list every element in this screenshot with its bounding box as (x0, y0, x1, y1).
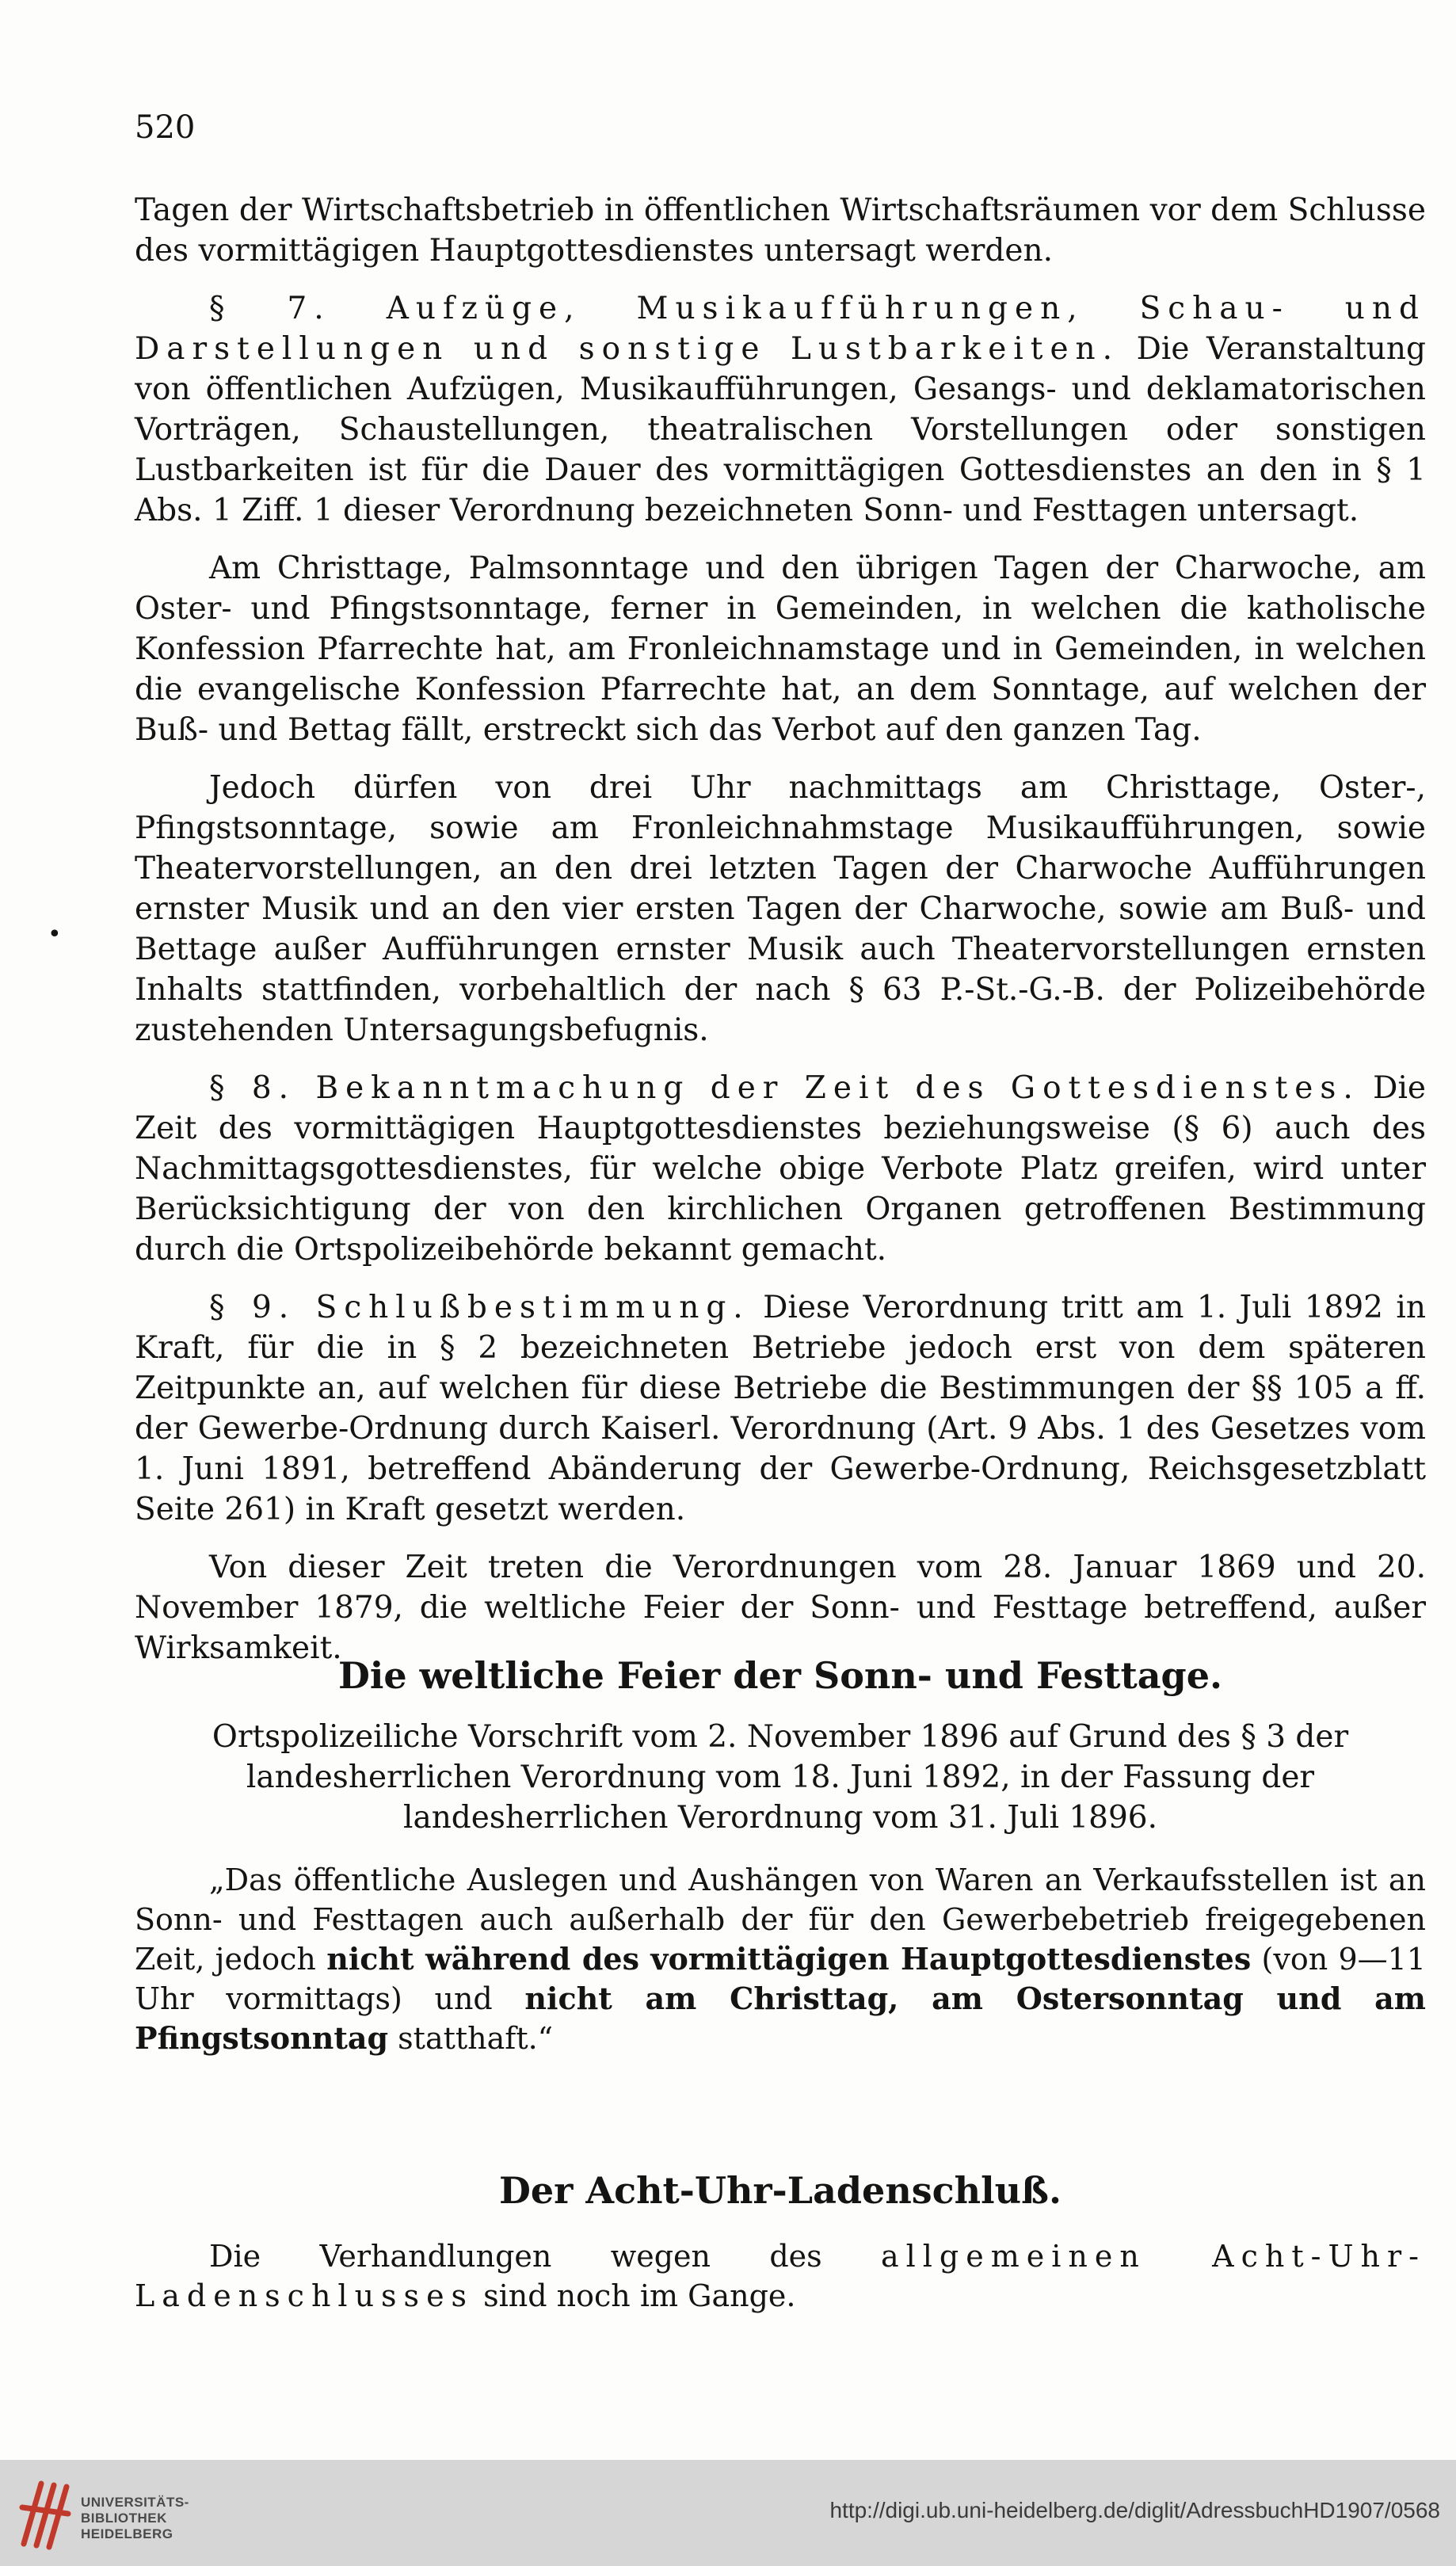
footer-bar (0, 2460, 1456, 2566)
source-url-link[interactable]: http://digi.ub.uni-heidelberg.de/diglit/AdressbuchHD1907/0568 (829, 2498, 1440, 2522)
section-weltliche-feier (135, 1652, 1426, 2058)
quote-part-c: (von 9—11 Uhr vormittags) und (135, 1942, 1426, 2016)
ladenschluss-spaced: allgemeinen Acht-Uhr-Ladenschlusses (135, 2239, 1426, 2313)
section-ladenschluss (135, 2167, 1426, 2316)
section-title-ladenschluss: Der Acht-Uhr-Ladenschluß. (498, 2169, 1062, 2212)
margin-bullet: • (48, 921, 62, 948)
ladenschluss-part-a: Die Verhandlungen wegen des (209, 2239, 881, 2274)
library-name-line-1: UNIVERSITÄTS- (81, 2495, 189, 2510)
ladenschluss-part-c: sind noch im Gange. (474, 2278, 796, 2313)
section-9-heading: § 9. Schlußbestimmung. (209, 1290, 750, 1325)
paragraph-section-7 (135, 288, 1426, 531)
section-8-body: Die Zeit des vormittägigen Hauptgottesdienstes beziehungsweise (§ 6) auch des Nachmittagsgottesdienstes, für welche obige Verbote Platz greifen, wird unter Berücksichtigung der von den kirchlichen Organen getroffenen Bestimmung durch die Ortspolizeibehörde bekannt gemacht. (135, 1070, 1427, 1268)
paragraph-section-8 (135, 1068, 1426, 1270)
section-7-body: Die Veranstaltung von öffentlichen Aufzügen, Musikaufführungen, Gesangs- und deklamatorischen Vorträgen, Schaustellungen, theatralischen Vorstellungen oder sonstigen Lustbarkeiten ist für die Dauer des vormittägigen Gottesdienstes an den in § 1 Abs. 1 Ziff. 1 dieser Verordnung bezeichneten Sonn- und Festtagen untersagt. (135, 331, 1427, 528)
library-name-line-3: HEIDELBERG (81, 2526, 173, 2541)
heidelberg-library-logo-icon (17, 2476, 73, 2550)
section-9-body: Diese Verordnung tritt am 1. Juli 1892 in Kraft, für die in § 2 bezeichneten Betriebe jedoch erst von dem späteren Zeitpunkte an, auf welchen für diese Betriebe die Bestimmungen der §§ 105 a ff. der Gewerbe-Ordnung durch Kaiserl. Verordnung (Art. 9 Abs. 1 des Gesetzes vom 1. Juni 1891, betreffend Abänderung der Gewerbe-Ordnung, Reichsgesetzblatt Seite 261) in Kraft gesetzt werden. (135, 1290, 1426, 1527)
library-name-line-2: BIBLIOTHEK (81, 2511, 167, 2526)
quote-part-a: „Das öffentliche Auslegen und Aushängen von Waren an Verkaufsstellen ist an Sonn- und Festtagen auch außerhalb der für den Gewerbebetrieb freigegebenen Zeit, jedoch (135, 1863, 1426, 1977)
quote-part-e: statthaft.“ (388, 2021, 554, 2056)
paragraph-4: Jedoch dürfen von drei Uhr nachmittags am Christtage, Oster-, Pfingstsonntage, sowie am Fronleichnahmstage Musikaufführungen, sowie Theatervorstellungen, an den drei letzten Tagen der Charwoche Aufführungen ernster Musik und an den vier ersten Tagen der Charwoche, sowie am Buß- und Bettage außer Aufführungen ernster Musik auch Theatervorstellungen ernsten Inhalts stattfinden, vorbehaltlich der nach § 63 P.-St.-G.-B. der Polizeibehörde zustehenden Untersagungsbefugnis. (135, 770, 1426, 1048)
quoted-regulation (135, 1860, 1426, 2058)
page-number: 520 (135, 109, 196, 146)
ordinance-text (135, 190, 1426, 1668)
paragraph-3: Am Christtage, Palmsonntage und den übrigen Tagen der Charwoche, am Oster- und Pfingstsonntage, ferner in Gemeinden, in welchen die katholische Konfession Pfarrechte hat, am Fronleichnamstage und in Gemeinden, in welchen die evangelische Konfession Pfarrechte hat, an dem Sonntage, auf welchen der Buß- und Bettag fällt, erstreckt sich das Verbot auf den ganzen Tag. (135, 551, 1426, 748)
section-subtitle: Ortspolizeiliche Vorschrift vom 2. November 1896 auf Grund des § 3 der landesherrlichen Verordnung vom 18. Juni 1892, in der Fassung der landesherrlichen Verordnung vom 31. Juli 1896. (212, 1719, 1349, 1836)
ladenschluss-text (135, 2236, 1426, 2316)
paragraph-section-9 (135, 1287, 1426, 1530)
quote-bold-d: nicht am Christtag, am Ostersonntag und am Pfingstsonntag (135, 1981, 1426, 2056)
paragraph-7: Von dieser Zeit treten die Verordnungen vom 28. Januar 1869 und 20. November 1879, die weltliche Feier der Sonn- und Festtage betreffend, außer Wirksamkeit. (135, 1550, 1426, 1666)
section-8-heading: § 8. Bekanntmachung der Zeit des Gottesdienstes. (209, 1070, 1360, 1106)
quote-bold-b: nicht während des vormittägigen Hauptgottesdienstes (326, 1941, 1252, 1977)
section-7-heading: § 7. Aufzüge, Musikaufführungen, Schau- und Darstellungen und sonstige Lustbarkeiten. (135, 291, 1426, 367)
section-title-weltliche-feier: Die weltliche Feier der Sonn- und Festtage. (337, 1654, 1223, 1697)
paragraph-1: Tagen der Wirtschaftsbetrieb in öffentlichen Wirtschaftsräumen vor dem Schlusse des vormittägigen Hauptgottesdienstes untersagt werden. (135, 193, 1426, 269)
